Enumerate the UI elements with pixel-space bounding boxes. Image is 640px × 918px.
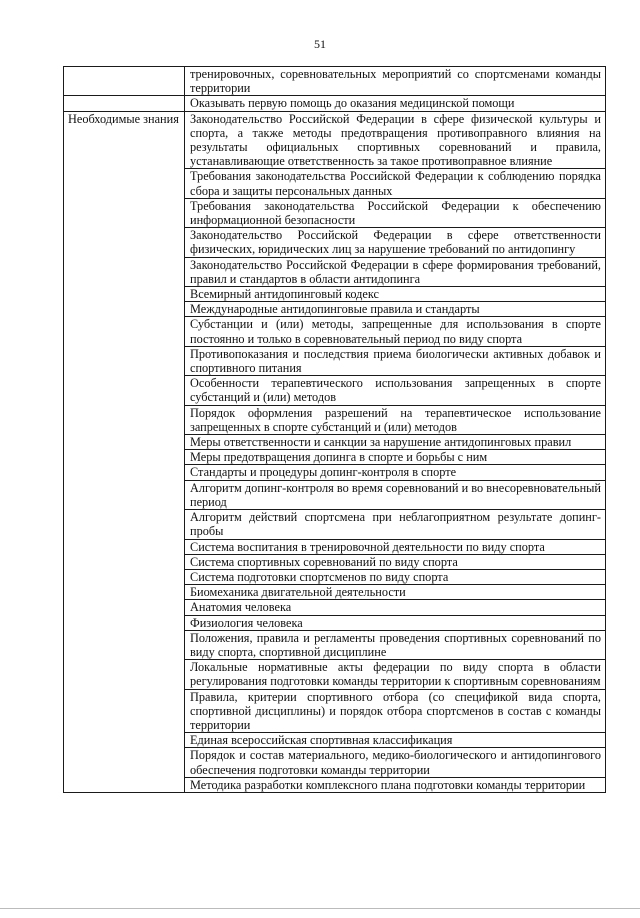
knowledge-item: Алгоритм действий спортсмена при неблагоприятном результате допинг-пробы (185, 510, 606, 539)
knowledge-item: Физиология человека (185, 615, 606, 630)
knowledge-item: Методика разработки комплексного плана подготовки команды территории (185, 777, 606, 792)
knowledge-item: Особенности терапевтического использования запрещенных в спорте субстанций и (или) методов (185, 376, 606, 405)
knowledge-item: Алгоритм допинг-контроля во время соревнований и во внесоревновательный период (185, 480, 606, 509)
knowledge-item: Противопоказания и последствия приема биологически активных добавок и спортивного питания (185, 346, 606, 375)
knowledge-item: Законодательство Российской Федерации в сфере ответственности физических, юридических лиц за нарушение требований по антидопингу (185, 228, 606, 257)
knowledge-item: Стандарты и процедуры допинг-контроля в спорте (185, 465, 606, 480)
competency-table-body (64, 67, 606, 793)
knowledge-item: Положения, правила и регламенты проведения спортивных соревнований по виду спорта, спортивной дисциплине (185, 630, 606, 659)
category-cell-empty (64, 67, 185, 96)
knowledge-item: Субстанции и (или) методы, запрещенные для использования в спорте постоянно и только в соревновательный период по виду спорта (185, 317, 606, 346)
category-cell-empty (64, 96, 185, 111)
knowledge-item: Законодательство Российской Федерации в сфере физической культуры и спорта, а также методы предотвращения противоправного влияния на результаты официальных спортивных соревнований и правила, устанавливающие ответственность за такое противоправное влияние (185, 111, 606, 169)
table-row (64, 111, 606, 169)
category-label: Необходимые знания (64, 111, 185, 792)
knowledge-item: Порядок и состав материального, медико-биологического и антидопингового обеспечения подготовки команды территории (185, 748, 606, 777)
knowledge-item: Всемирный антидопинговый кодекс (185, 287, 606, 302)
knowledge-item: Правила, критерии спортивного отбора (со спецификой вида спорта, спортивной дисциплины) и порядок отбора спортсменов в состав с команды территории (185, 689, 606, 733)
table-row (64, 67, 606, 96)
continuation-row-cell: Оказывать первую помощь до оказания медицинской помощи (185, 96, 606, 111)
table-row (64, 96, 606, 111)
knowledge-item: Международные антидопинговые правила и стандарты (185, 302, 606, 317)
knowledge-item: Законодательство Российской Федерации в сфере формирования требований, правил и стандартов в области антидопинга (185, 257, 606, 286)
knowledge-item: Анатомия человека (185, 600, 606, 615)
knowledge-item: Система спортивных соревнований по виду спорта (185, 554, 606, 569)
knowledge-item: Меры предотвращения допинга в спорте и борьбы с ним (185, 450, 606, 465)
knowledge-item: Требования законодательства Российской Федерации к соблюдению порядка сбора и защиты персональных данных (185, 169, 606, 198)
knowledge-item: Единая всероссийская спортивная классификация (185, 733, 606, 748)
scan-edge-line (0, 908, 640, 909)
knowledge-item: Требования законодательства Российской Федерации к обеспечению информационной безопасности (185, 198, 606, 227)
knowledge-item: Система воспитания в тренировочной деятельности по виду спорта (185, 539, 606, 554)
knowledge-item: Биомеханика двигательной деятельности (185, 585, 606, 600)
knowledge-item: Система подготовки спортсменов по виду спорта (185, 569, 606, 584)
continuation-cell: тренировочных, соревновательных мероприятий со спортсменами команды территории (185, 67, 606, 96)
knowledge-item: Меры ответственности и санкции за нарушение антидопинговых правил (185, 435, 606, 450)
knowledge-item: Локальные нормативные акты федерации по виду спорта в области регулирования подготовки команды территории к спортивным соревнованиям (185, 660, 606, 689)
competency-table (63, 66, 606, 793)
knowledge-item: Порядок оформления разрешений на терапевтическое использование запрещенных в спорте субстанций и (или) методов (185, 405, 606, 434)
page-number: 51 (314, 37, 326, 51)
